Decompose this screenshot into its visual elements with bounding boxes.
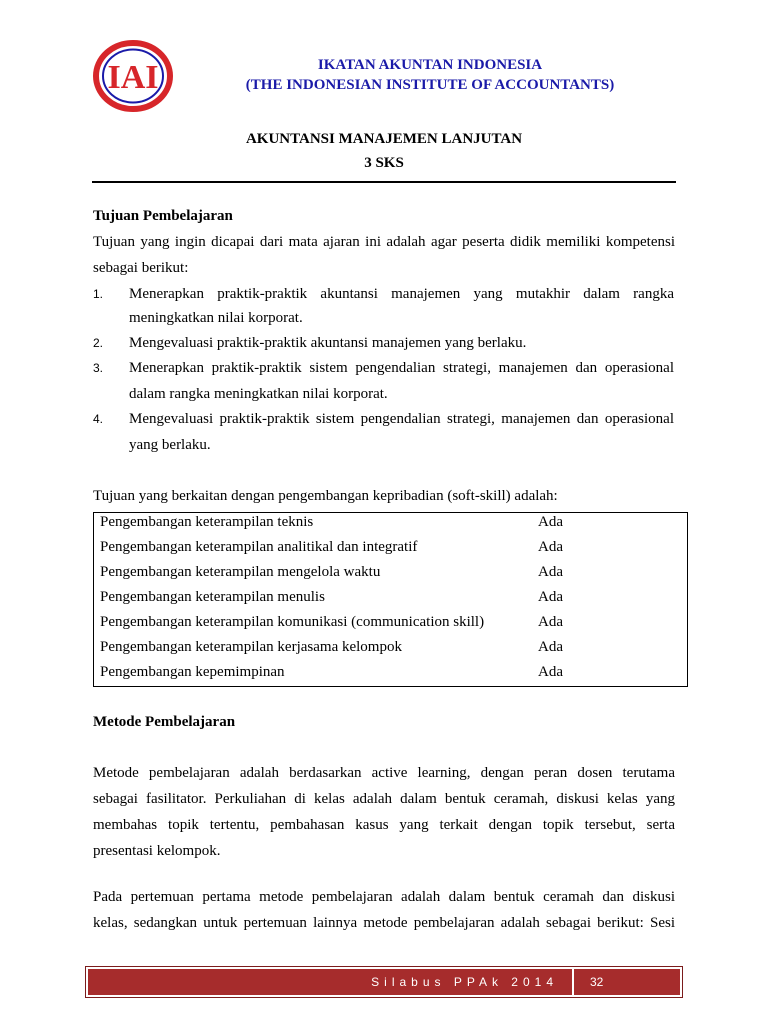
list-item: Menerapkan praktik-praktik akuntansi manajemen yang mutakhir dalam rangka [129,286,674,302]
tujuan-intro-line2: sebagai berikut: [93,260,189,276]
page-footer [85,966,683,998]
course-title: AKUNTANSI MANAJEMEN LANJUTAN [245,131,523,147]
list-item-cont: yang berlaku. [129,437,211,453]
course-credits: 3 SKS [364,155,404,171]
skill-value: Ada [538,514,563,530]
list-number: 1. [93,287,104,301]
metode-para1-line: membahas topik tertentu, pembahasan kasus yang terkait dengan topik tersebut, serta [93,817,675,833]
metode-para1-line: presentasi kelompok. [93,843,221,859]
skill-label: Pengembangan keterampilan mengelola waktu [100,564,381,580]
skill-label: Pengembangan keterampilan kerjasama kelompok [100,639,402,655]
tujuan-intro-line1: Tujuan yang ingin dicapai dari mata ajaran ini adalah agar peserta didik memiliki kompetensi [93,234,675,250]
iai-logo [93,40,173,112]
title-divider [92,181,676,183]
softskill-table [93,512,688,687]
skill-label: Pengembangan keterampilan komunikasi (communication skill) [100,614,485,630]
skill-value: Ada [538,539,563,555]
metode-heading: Metode Pembelajaran [93,714,236,730]
org-name: IKATAN AKUNTAN INDONESIA [317,57,543,73]
skill-label: Pengembangan keterampilan analitikal dan integratif [100,539,418,555]
skill-value: Ada [538,664,563,680]
list-number: 4. [93,412,104,426]
metode-para1-line: Metode pembelajaran adalah berdasarkan active learning, dengan peran dosen terutama [93,765,675,781]
list-item: Menerapkan praktik-praktik sistem pengendalian strategi, manajemen dan operasional [129,360,674,376]
list-number: 2. [93,336,104,350]
metode-para2-line: Pada pertemuan pertama metode pembelajaran adalah dalam bentuk ceramah dan diskusi [93,889,675,905]
skill-value: Ada [538,614,563,630]
list-item: Mengevaluasi praktik-praktik akuntansi manajemen yang berlaku. [129,335,527,351]
skill-label: Pengembangan keterampilan menulis [100,589,325,605]
metode-para1-line: sebagai fasilitator. Perkuliahan di kelas adalah dalam bentuk ceramah, diskusi kelas yang [93,791,675,807]
metode-para2-line: kelas, sedangkan untuk pertemuan lainnya metode pembelajaran adalah sebagai berikut: Sesi [93,915,675,931]
skill-value: Ada [538,564,563,580]
page-number: 32 [590,975,604,989]
logo-text: IAI [107,59,159,96]
skill-value: Ada [538,639,563,655]
skill-value: Ada [538,589,563,605]
list-number: 3. [93,361,104,375]
skill-label: Pengembangan kepemimpinan [100,664,285,680]
list-item: Mengevaluasi praktik-praktik sistem pengendalian strategi, manajemen dan operasional [129,411,674,427]
skill-label: Pengembangan keterampilan teknis [100,514,314,530]
org-name-english: (THE INDONESIAN INSTITUTE OF ACCOUNTANTS) [245,77,615,93]
tujuan-heading: Tujuan Pembelajaran [93,208,233,224]
list-item-cont: dalam rangka meningkatkan nilai korporat. [129,386,388,402]
footer-label: Silabus PPAk 2014 [371,975,558,989]
list-item-cont: meningkatkan nilai korporat. [129,310,303,326]
softskill-intro: Tujuan yang berkaitan dengan pengembangan kepribadian (soft-skill) adalah: [93,488,558,504]
